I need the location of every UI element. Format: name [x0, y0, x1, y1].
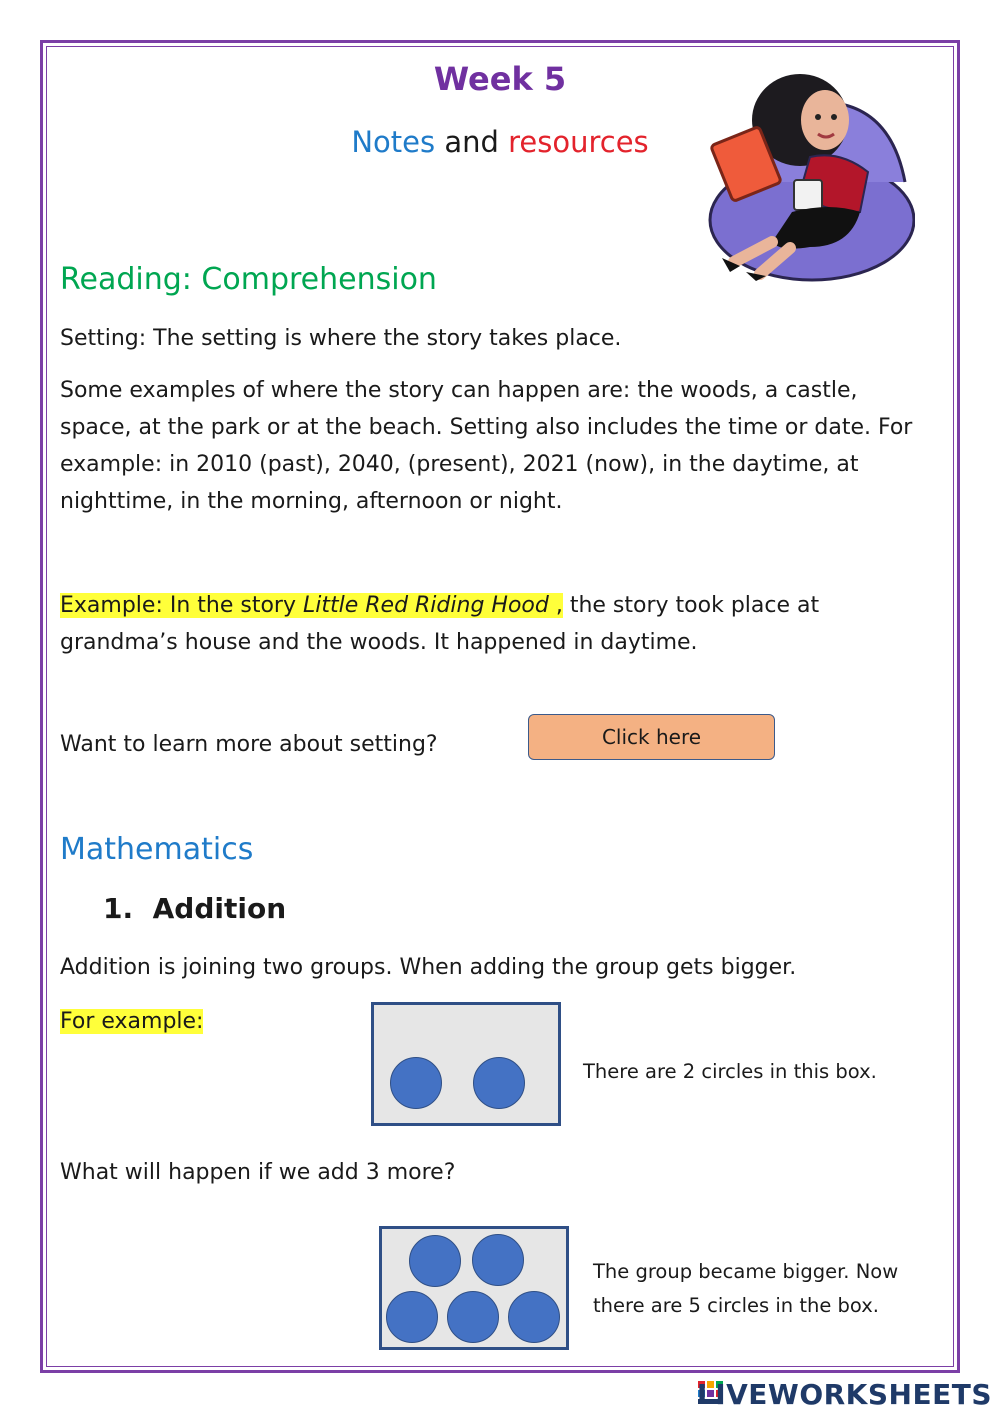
click-here-button[interactable]: Click here — [528, 714, 775, 760]
circle — [508, 1291, 560, 1343]
reading-heading: Reading: Comprehension — [60, 262, 437, 297]
math-heading: Mathematics — [60, 832, 254, 867]
box2-caption-line1: The group became bigger. Now — [593, 1260, 899, 1283]
subtitle-notes: Notes — [351, 125, 436, 159]
circles-box-two — [371, 1002, 561, 1126]
paragraph-line: nighttime, in the morning, afternoon or night. — [60, 489, 563, 514]
story-example-line2: grandma’s house and the woods. It happened in daytime. — [60, 630, 698, 655]
setting-examples-paragraph — [60, 372, 912, 520]
circle — [473, 1057, 525, 1109]
box2-caption-line2: there are 5 circles in the box. — [593, 1294, 879, 1317]
liveworksheets-logo-text: LIVEWORKSHEETS — [696, 1378, 992, 1411]
addition-subheading — [103, 892, 286, 925]
box2-caption — [593, 1255, 898, 1323]
example-highlight — [60, 593, 563, 618]
box1-caption: There are 2 circles in this box. — [583, 1060, 877, 1083]
add-more-question: What will happen if we add 3 more? — [60, 1160, 456, 1185]
setting-definition: Setting: The setting is where the story takes place. — [60, 326, 622, 351]
story-example — [60, 587, 819, 661]
circles-box-five — [379, 1226, 569, 1350]
example-comma: , — [548, 593, 563, 618]
learn-more-prompt: Want to learn more about setting? — [60, 732, 438, 757]
week-title: Week 5 — [433, 60, 567, 98]
subheading-number: 1. — [103, 892, 134, 925]
addition-definition: Addition is joining two groups. When adding the group gets bigger. — [60, 955, 797, 980]
story-title: Little Red Riding Hood — [302, 593, 549, 618]
story-example-line1 — [60, 587, 819, 624]
for-example-highlight: For example: — [60, 1009, 204, 1034]
subtitle-resources: resources — [508, 125, 649, 159]
for-example-label — [60, 1003, 203, 1040]
example-rest: the story took place at — [562, 593, 820, 618]
circle — [409, 1235, 461, 1287]
circle — [472, 1234, 524, 1286]
example-prefix: Example: In the story — [60, 593, 303, 618]
subheading-text: Addition — [152, 892, 287, 925]
paragraph-line: space, at the park or at the beach. Setting also includes the time or date. For — [60, 415, 913, 440]
paragraph-line: example: in 2010 (past), 2040, (present), 2021 (now), in the daytime, at — [60, 452, 859, 477]
circle — [447, 1291, 499, 1343]
reading-avatar-illustration — [700, 62, 915, 282]
circle — [390, 1057, 442, 1109]
circle — [386, 1291, 438, 1343]
subtitle-and: and — [444, 125, 499, 159]
paragraph-line: Some examples of where the story can happen are: the woods, a castle, — [60, 378, 858, 403]
